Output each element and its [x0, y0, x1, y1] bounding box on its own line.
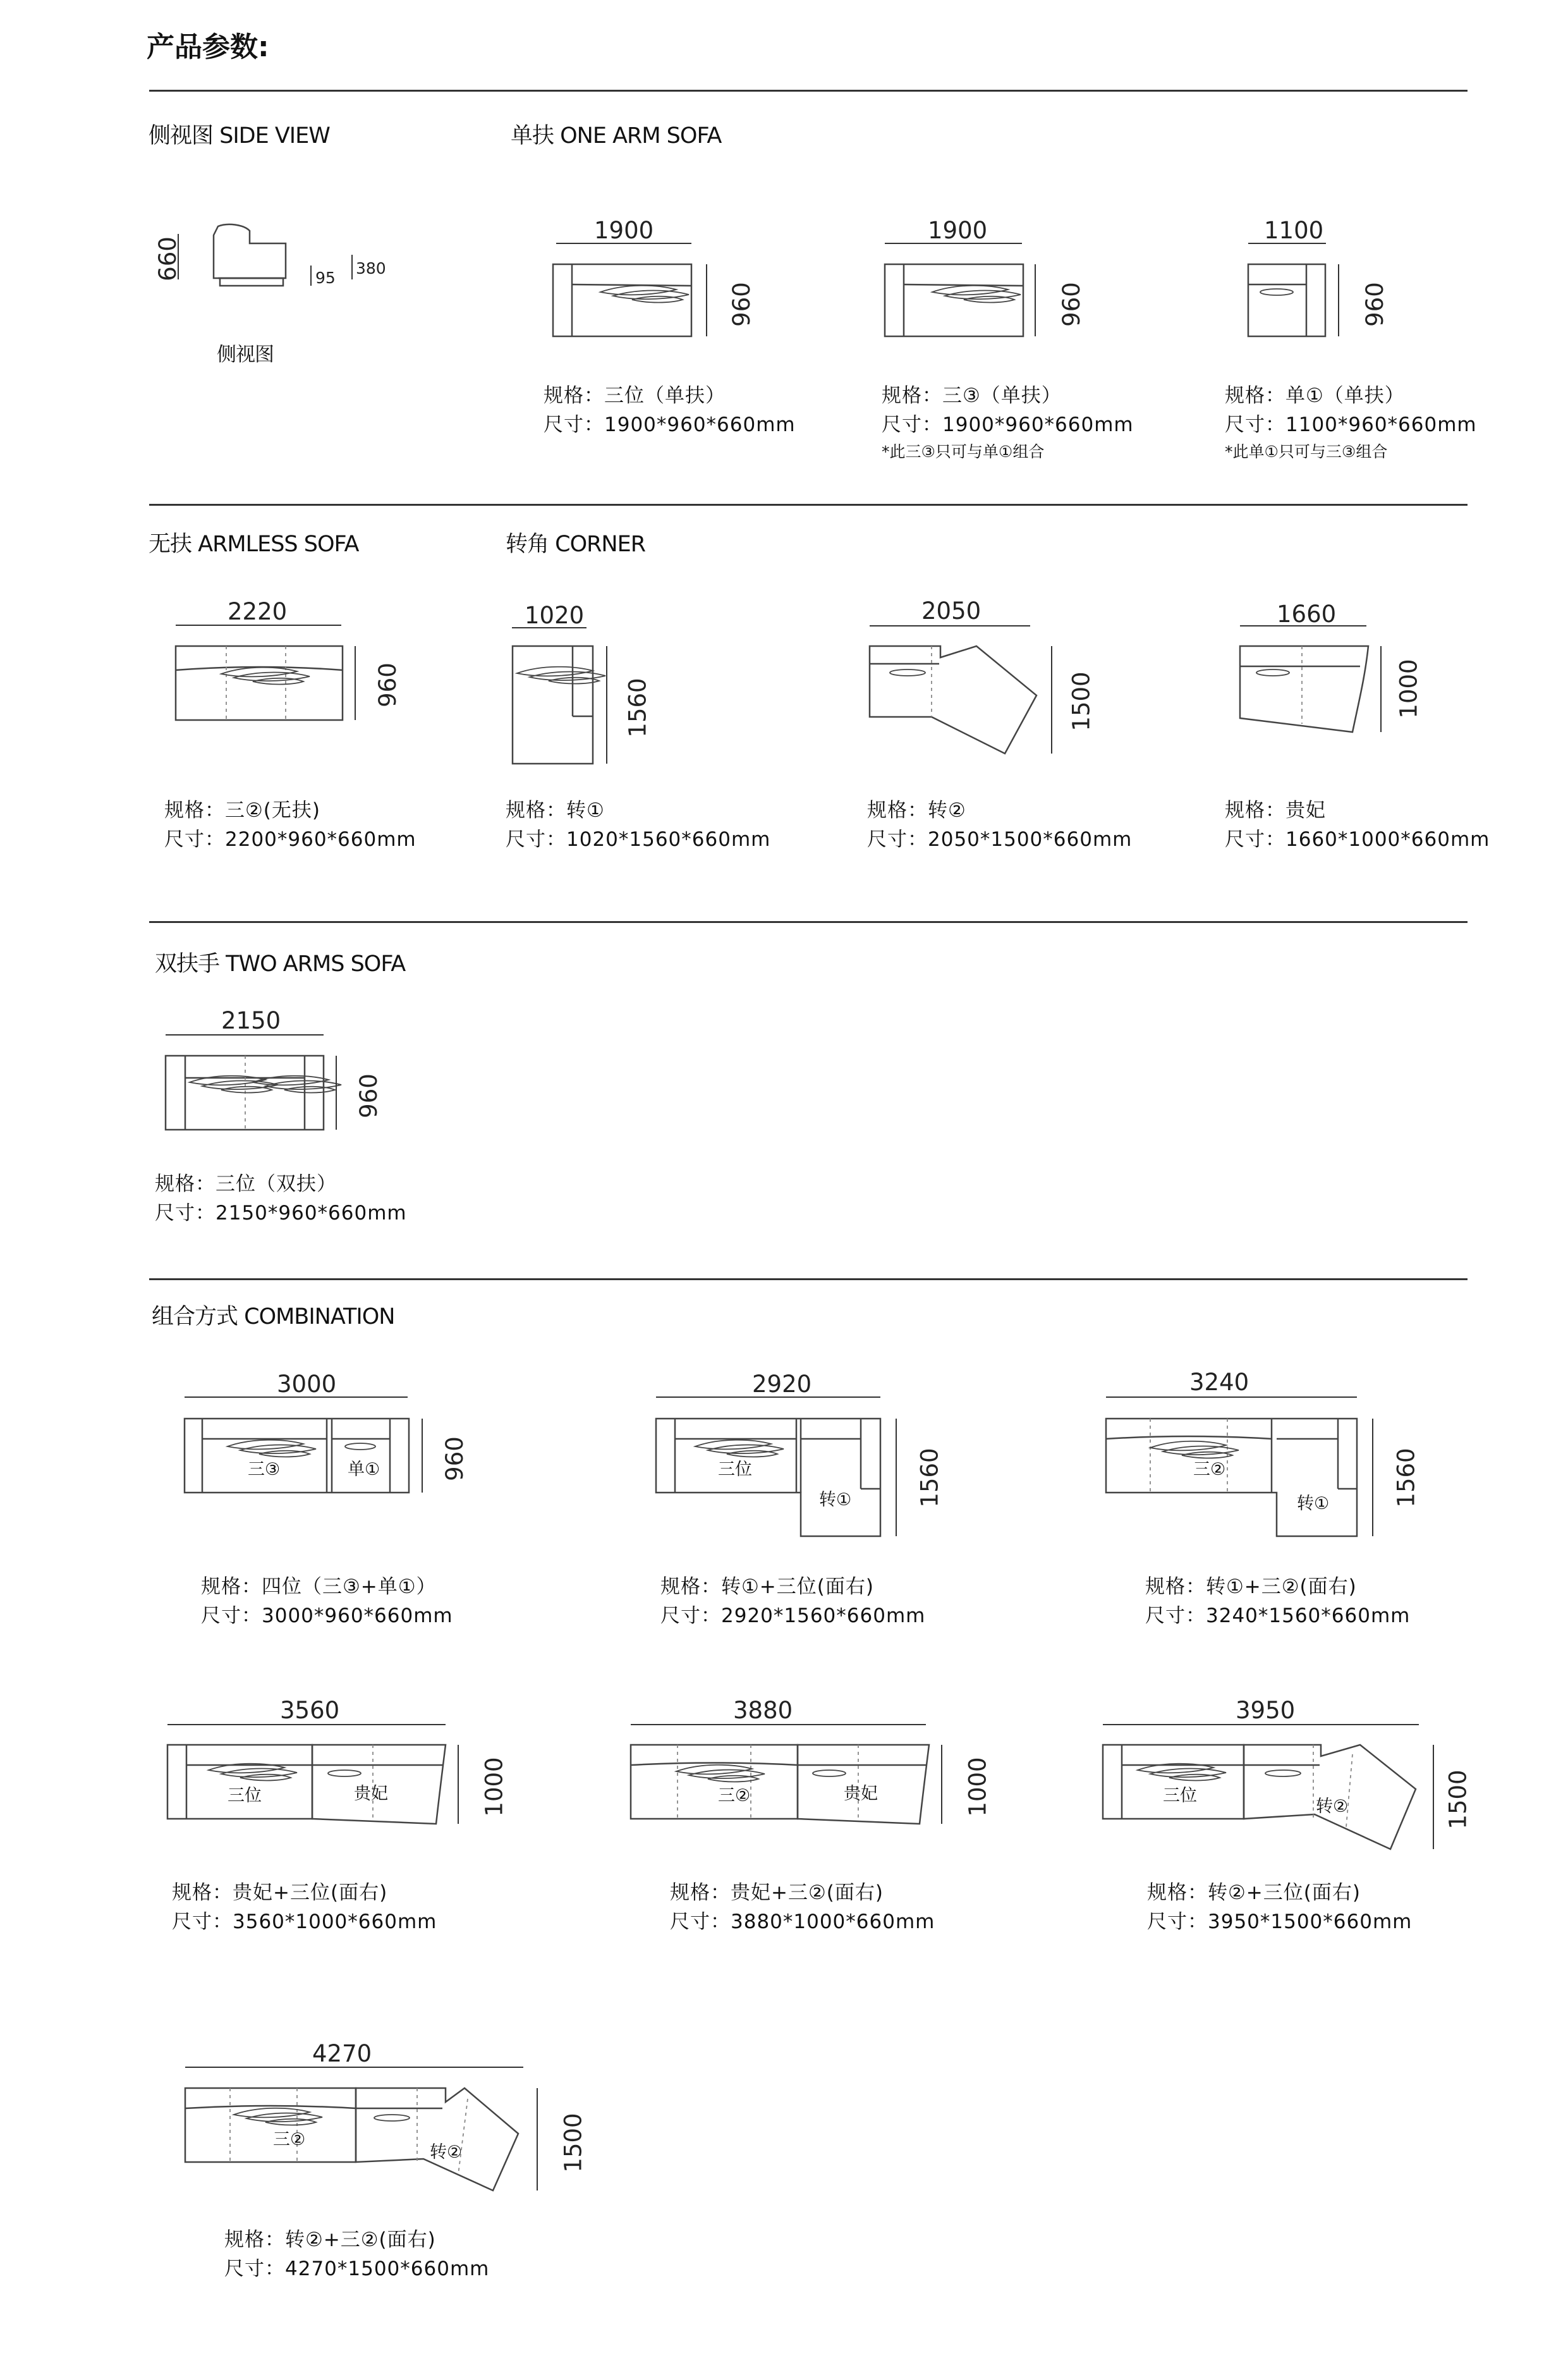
- combination-title: 组合方式 COMBINATION: [152, 1304, 395, 1329]
- divider: [149, 1278, 1468, 1280]
- two-arms-width: 2150: [221, 1007, 281, 1034]
- combo-3-depth: 1560: [1392, 1448, 1420, 1508]
- corner-3-spec: 规格：贵妃: [1225, 799, 1326, 822]
- combo-drawing-7: [185, 2067, 537, 2191]
- one-arm-1-size: 尺寸：1900*960*660mm: [544, 413, 796, 436]
- combo-4-size: 尺寸：3560*1000*660mm: [172, 1910, 437, 1933]
- combo-1-spec: 规格：四位（三③+单①）: [201, 1575, 437, 1598]
- one-arm-1-width: 1900: [594, 217, 654, 244]
- corner-1-spec: 规格：转①: [506, 799, 605, 822]
- combo-drawing-1: [185, 1397, 422, 1493]
- combo-5-spec: 规格：贵妃+三②(面右): [670, 1881, 884, 1904]
- one-arm-3-size: 尺寸：1100*960*660mm: [1225, 413, 1477, 436]
- one-arm-2-size: 尺寸：1900*960*660mm: [882, 413, 1134, 436]
- two-arms-size: 尺寸：2150*960*660mm: [155, 1202, 407, 1225]
- corner-3-size: 尺寸：1660*1000*660mm: [1225, 828, 1490, 851]
- two-arms-drawing: [166, 1035, 341, 1130]
- one-arm-1-depth: 960: [727, 282, 755, 327]
- combo-1-label-b: 单①: [348, 1460, 380, 1479]
- side-view-caption: 侧视图: [217, 343, 274, 366]
- side-view-title: 侧视图 SIDE VIEW: [149, 123, 330, 149]
- combo-1-depth: 960: [441, 1436, 468, 1481]
- combo-7-width: 4270: [312, 2040, 372, 2067]
- one-arm-2-spec: 规格：三③（单扶）: [882, 384, 1062, 407]
- combo-4-label-a: 三位: [228, 1786, 262, 1806]
- corner-3-width: 1660: [1277, 601, 1337, 628]
- combo-6-width: 3950: [1236, 1697, 1296, 1724]
- one-arm-2-depth: 960: [1057, 282, 1085, 327]
- one-arm-drawing-3: [1248, 243, 1339, 336]
- combo-drawing-5: [631, 1725, 942, 1824]
- combo-5-label-a: 三②: [718, 1786, 751, 1806]
- corner-1-depth: 1560: [624, 678, 652, 738]
- armless-depth: 960: [374, 663, 401, 707]
- combo-2-width: 2920: [752, 1371, 812, 1398]
- one-arm-drawing-1: [553, 243, 707, 336]
- armless-drawing: [176, 625, 355, 720]
- combo-5-width: 3880: [733, 1697, 793, 1724]
- one-arm-2-width: 1900: [928, 217, 988, 244]
- combo-4-label-b: 贵妃: [354, 1784, 388, 1804]
- combo-2-depth: 1560: [916, 1448, 944, 1508]
- page-title: 产品参数:: [147, 31, 269, 63]
- one-arm-title: 单扶 ONE ARM SOFA: [511, 123, 722, 149]
- one-arm-3-spec: 规格：单①（单扶）: [1225, 384, 1405, 407]
- armless-size: 尺寸：2200*960*660mm: [164, 828, 416, 851]
- combo-1-size: 尺寸：3000*960*660mm: [201, 1604, 453, 1627]
- combo-7-depth: 1500: [559, 2113, 587, 2173]
- corner-2-width: 2050: [921, 597, 982, 625]
- combo-drawing-6: [1103, 1725, 1433, 1849]
- one-arm-2-note: *此三③只可与单①组合: [882, 443, 1045, 461]
- corner-2-size: 尺寸：2050*1500*660mm: [867, 828, 1133, 851]
- armless-title: 无扶 ARMLESS SOFA: [149, 532, 359, 557]
- combo-3-size: 尺寸：3240*1560*660mm: [1145, 1604, 1411, 1627]
- combo-2-label-a: 三位: [718, 1460, 752, 1479]
- combo-drawing-3: [1106, 1397, 1373, 1536]
- corner-drawing-3: [1240, 626, 1381, 732]
- one-arm-1-spec: 规格：三位（单扶）: [544, 384, 726, 407]
- divider: [149, 90, 1468, 92]
- combo-drawing-4: [167, 1725, 458, 1824]
- combo-4-width: 3560: [280, 1697, 340, 1724]
- corner-3-depth: 1000: [1395, 659, 1423, 719]
- armless-width: 2220: [228, 598, 288, 625]
- armless-spec: 规格：三②(无扶): [164, 799, 320, 822]
- one-arm-drawing-2: [885, 243, 1035, 336]
- combo-5-label-b: 贵妃: [844, 1784, 878, 1804]
- combo-6-label-a: 三位: [1163, 1786, 1197, 1806]
- two-arms-title: 双扶手 TWO ARMS SOFA: [155, 951, 406, 977]
- combo-3-spec: 规格：转①+三②(面右): [1145, 1575, 1357, 1598]
- combo-6-depth: 1500: [1444, 1769, 1472, 1830]
- corner-2-spec: 规格：转②: [867, 799, 966, 822]
- combo-2-spec: 规格：转①+三位(面右): [660, 1575, 874, 1598]
- corner-drawing-2: [870, 626, 1052, 754]
- combo-2-label-b: 转①: [819, 1490, 852, 1510]
- one-arm-3-depth: 960: [1361, 282, 1389, 327]
- corner-2-depth: 1500: [1067, 671, 1095, 731]
- one-arm-3-note: *此单①只可与三③组合: [1225, 443, 1388, 461]
- two-arms-spec: 规格：三位（双扶）: [155, 1173, 337, 1195]
- combo-6-label-b: 转②: [1316, 1797, 1349, 1816]
- combo-5-depth: 1000: [964, 1757, 992, 1817]
- combo-7-label-b: 转②: [430, 2142, 463, 2162]
- corner-1-size: 尺寸：1020*1560*660mm: [506, 828, 771, 851]
- combo-7-label-a: 三②: [273, 2130, 306, 2149]
- corner-1-width: 1020: [525, 602, 585, 629]
- combo-1-label-a: 三③: [248, 1460, 281, 1479]
- combo-drawing-2: [656, 1397, 896, 1536]
- combo-2-size: 尺寸：2920*1560*660mm: [660, 1604, 926, 1627]
- combo-7-spec: 规格：转②+三②(面右): [224, 2228, 436, 2251]
- combo-1-width: 3000: [277, 1371, 337, 1398]
- combo-4-depth: 1000: [480, 1757, 508, 1817]
- one-arm-3-width: 1100: [1264, 217, 1324, 244]
- corner-drawing-1: [512, 628, 607, 764]
- divider: [149, 921, 1468, 923]
- combo-3-label-b: 转①: [1297, 1494, 1330, 1513]
- combo-5-size: 尺寸：3880*1000*660mm: [670, 1910, 935, 1933]
- side-view-seat: 95: [315, 269, 336, 287]
- combo-6-spec: 规格：转②+三位(面右): [1147, 1881, 1361, 1904]
- side-view-back: 380: [356, 259, 386, 278]
- combo-3-label-a: 三②: [1193, 1460, 1226, 1479]
- combo-4-spec: 规格：贵妃+三位(面右): [172, 1881, 388, 1904]
- divider: [149, 504, 1468, 506]
- combo-7-size: 尺寸：4270*1500*660mm: [224, 2258, 490, 2280]
- corner-title: 转角 CORNER: [506, 532, 646, 557]
- combo-6-size: 尺寸：3950*1500*660mm: [1147, 1910, 1413, 1933]
- two-arms-depth: 960: [355, 1073, 382, 1118]
- side-view-height: 660: [154, 236, 181, 281]
- combo-3-width: 3240: [1189, 1369, 1249, 1396]
